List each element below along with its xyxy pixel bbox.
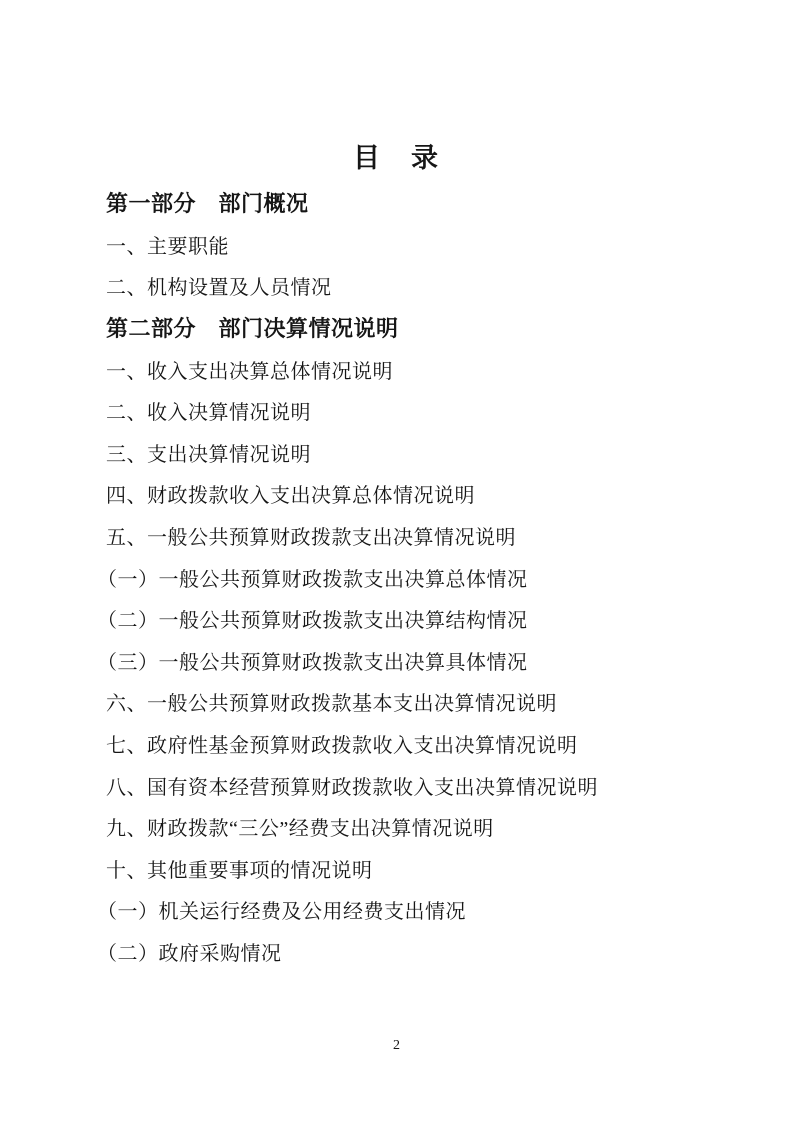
toc-entry: （一）一般公共预算财政拨款支出决算总体情况 xyxy=(97,568,528,591)
toc-entry: 五、一般公共预算财政拨款支出决算情况说明 xyxy=(106,527,516,550)
toc-entry: （二）政府采购情况 xyxy=(97,942,282,965)
toc-entry: 七、政府性基金预算财政拨款收入支出决算情况说明 xyxy=(106,735,578,758)
toc-entry: 六、一般公共预算财政拨款基本支出决算情况说明 xyxy=(106,693,557,716)
toc-entry: 二、收入决算情况说明 xyxy=(106,402,311,425)
toc-entry: 九、财政拨款“三公”经费支出决算情况说明 xyxy=(106,818,494,841)
toc-entry: （二）一般公共预算财政拨款支出决算结构情况 xyxy=(97,610,528,633)
toc-entry: 一、主要职能 xyxy=(106,235,229,258)
toc-entry: 十、其他重要事项的情况说明 xyxy=(106,859,373,882)
toc-entry: 第二部分 部门决算情况说明 xyxy=(106,316,399,342)
toc-entry: （一）机关运行经费及公用经费支出情况 xyxy=(97,901,466,924)
toc-entry: 八、国有资本经营预算财政拨款收入支出决算情况说明 xyxy=(106,776,598,799)
toc-entry: 一、收入支出决算总体情况说明 xyxy=(106,360,393,383)
toc-entry: 第一部分 部门概况 xyxy=(106,191,309,217)
toc-entry-list xyxy=(97,182,713,972)
toc-entry: 四、财政拨款收入支出决算总体情况说明 xyxy=(106,485,475,508)
page-number: 2 xyxy=(393,1038,400,1053)
toc-entry: （三）一般公共预算财政拨款支出决算具体情况 xyxy=(97,651,528,674)
toc-entry: 三、支出决算情况说明 xyxy=(106,443,311,466)
toc-title: 目 录 xyxy=(353,143,440,173)
toc-entry: 二、机构设置及人员情况 xyxy=(106,277,332,300)
